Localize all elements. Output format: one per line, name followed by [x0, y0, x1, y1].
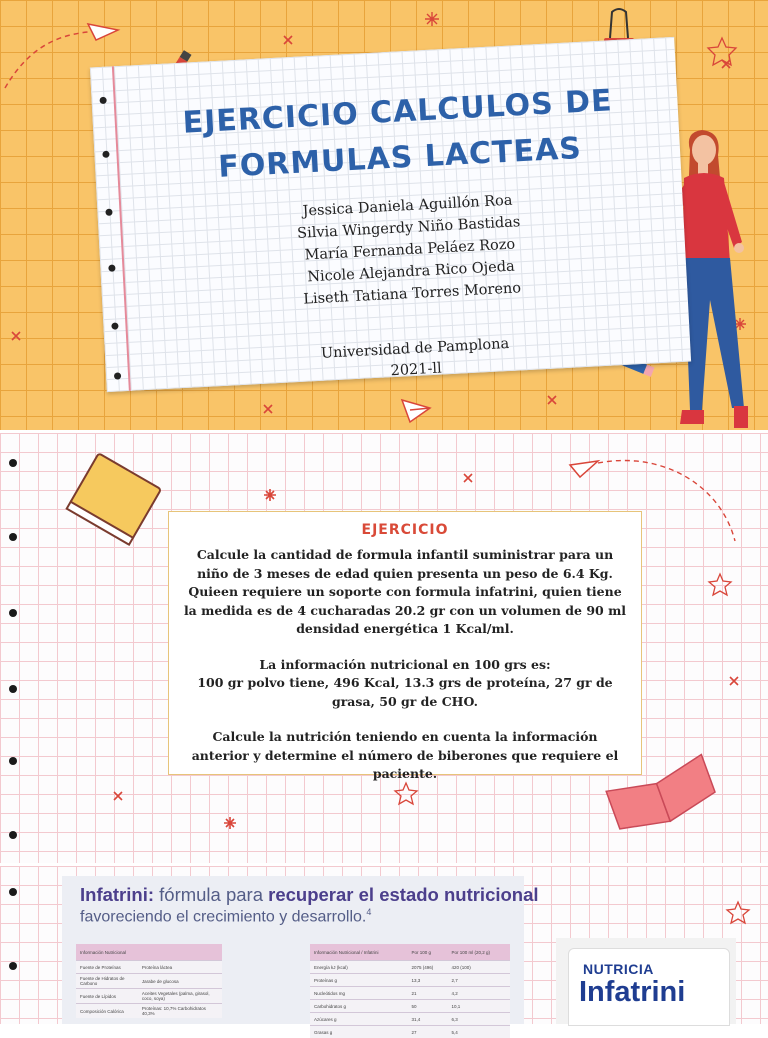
nutrition-values-table: [310, 944, 510, 1038]
notebook-paper: [90, 37, 691, 392]
table-cell: 2,7: [447, 974, 510, 987]
paper-margin-line: [112, 66, 131, 391]
title-emphasis: recuperar el estado nutricional: [268, 884, 538, 905]
table-cell: Aceites Vegetales (palma, girasol, coco, soya): [138, 989, 222, 1004]
table-cell: 6,3: [447, 1013, 510, 1026]
exercise-heading: EJERCICIO: [169, 522, 641, 538]
nutrition-sources-table: [76, 944, 222, 1018]
author-name: Liseth Tatiana Torres Moreno: [242, 274, 583, 314]
table-cell: 13,3: [407, 974, 447, 987]
table-cell: Proteínas: 10,7% Carbohidratos 40,3%: [138, 1004, 222, 1019]
table-cell: 21: [407, 987, 447, 1000]
nutrition-info-values: 100 gr polvo tiene, 496 Kcal, 13.3 grs de proteína, 27 gr de grasa, 50 gr de CHO.: [197, 675, 612, 709]
table-row: [76, 1004, 222, 1019]
product-slide-title: [80, 884, 539, 906]
exercise-slide: [0, 433, 768, 863]
table-cell: Proteínas g: [310, 974, 407, 987]
table-cell: Fuente de Lípidos: [76, 989, 138, 1004]
author-name: Nicole Alejandra Rico Ojeda: [241, 252, 582, 292]
table-cell: Proteína láctea: [138, 961, 222, 974]
table-cell: 50: [407, 1000, 447, 1013]
exercise-instruction: Calcule la nutrición teniendo en cuenta la información anterior y determine el número de biberones que requiere el paciente.: [183, 728, 627, 784]
table-cell: Azúcares g: [310, 1013, 407, 1026]
binder-hole: [108, 264, 115, 271]
table-row: [310, 974, 510, 987]
table-row: [310, 987, 510, 1000]
book-icon: [67, 453, 161, 544]
table-cell: Energía kJ (kcal): [310, 961, 407, 974]
table-cell: 420 (100): [447, 961, 510, 974]
author-name: Jessica Daniela Aguillón Roa: [237, 186, 578, 226]
table-row: [76, 989, 222, 1004]
binder-hole: [105, 209, 112, 216]
title-middle: fórmula para: [154, 884, 268, 905]
brand-word: Infatrini:: [80, 884, 154, 905]
cover-title-line: EJERCICIO CALCULOS DE: [167, 77, 629, 147]
subtitle-text: favoreciendo el crecimiento y desarrollo.: [80, 908, 366, 925]
table-cell: Nucleótidos mg: [310, 987, 407, 1000]
academic-period: 2021-ll: [266, 352, 567, 389]
table-cell: 31,4: [407, 1013, 447, 1026]
table-row: [76, 961, 222, 974]
table-cell: Composición Calórica: [76, 1004, 138, 1019]
table-cell: 5,4: [447, 1026, 510, 1038]
table-cell: 27: [407, 1026, 447, 1038]
exercise-statement: Calcule la cantidad de formula infantil suministrar para un niño de 3 meses de edad quien presenta un peso de 6.4 Kg. Quieen requiere un soporte con formula infatrini, quien tiene la medida es de 4 cucharadas 20.2 gr con un volumen de 90 ml densidad energética 1 Kcal/ml.: [183, 546, 627, 639]
product-slide-subtitle: [80, 907, 371, 926]
can-product-name: Infatrini: [579, 976, 685, 1009]
table-cell: Carbohidratos g: [310, 1000, 407, 1013]
table-header: Por 100 ml (20,2 g): [447, 944, 510, 961]
table-cell: Jarabe de glucosa: [138, 974, 222, 989]
author-name: María Fernanda Peláez Rozo: [240, 230, 581, 270]
university-name: Universidad de Pamplona: [265, 331, 566, 368]
footnote-ref: 4: [366, 907, 371, 917]
table-header: [138, 944, 222, 961]
table-cell: 10,1: [447, 1000, 510, 1013]
table-header: Información Nutricional: [76, 944, 138, 961]
product-slide: [0, 866, 768, 1024]
table-row: [310, 961, 510, 974]
table-row: [310, 1026, 510, 1038]
table-row: [76, 974, 222, 989]
table-cell: Fuente de Proteínas: [76, 961, 138, 974]
author-name: Silvia Wingerdy Niño Bastidas: [238, 208, 579, 248]
table-row: [310, 1000, 510, 1013]
product-can-photo: [556, 938, 736, 1024]
table-header: Información Nutricional / Infatrini: [310, 944, 407, 961]
table-header-row: [310, 944, 510, 961]
binder-hole: [114, 372, 121, 379]
product-can: [568, 948, 730, 1026]
author-list: [237, 186, 582, 314]
can-brand: NUTRICIA: [583, 961, 654, 977]
table-cell: Fuente de Hidratos de Carbono: [76, 974, 138, 989]
cover-title-line: FORMULAS LACTEAS: [169, 123, 631, 193]
table-row: [310, 1013, 510, 1026]
exercise-box: [168, 511, 642, 775]
binder-hole: [111, 322, 118, 329]
binder-hole: [99, 97, 106, 104]
table-cell: 2075 (496): [407, 961, 447, 974]
binder-hole: [102, 151, 109, 158]
cover-slide: [0, 0, 768, 430]
table-header-row: [76, 944, 222, 961]
nutrition-info-heading: La información nutricional en 100 grs es:: [259, 657, 550, 672]
nutrition-info: [183, 656, 627, 712]
cover-title: [167, 77, 631, 193]
table-header: Por 100 g: [407, 944, 447, 961]
table-cell: Grasas g: [310, 1026, 407, 1038]
table-cell: 4,2: [447, 987, 510, 1000]
